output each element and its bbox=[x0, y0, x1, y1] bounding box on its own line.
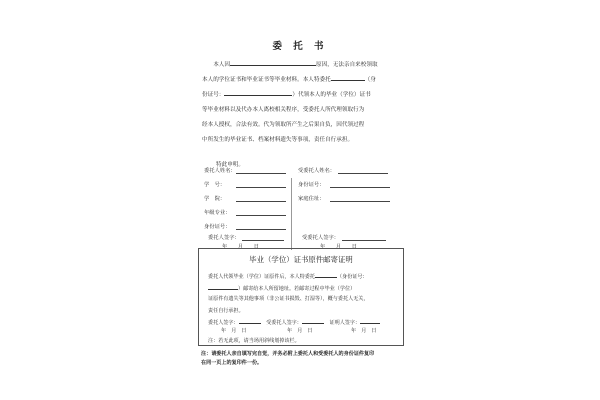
mailing-certificate-title: 毕业（学位）证书原件邮寄证明 bbox=[249, 255, 353, 264]
field-label-student-id: 学 号： bbox=[204, 182, 226, 188]
agent-id-line[interactable] bbox=[330, 187, 390, 188]
student-id-line[interactable] bbox=[236, 187, 286, 188]
box-line-4: 责任自行承担。 bbox=[208, 308, 244, 314]
grade-major-line[interactable] bbox=[236, 215, 286, 216]
box-line-1: 委托人代领毕业（学位）证原件后，本人特委托 （身份证号： bbox=[208, 271, 368, 280]
bottom-note bbox=[201, 350, 374, 368]
agent-address-line[interactable] bbox=[330, 201, 390, 202]
field-label-agent-address: 家庭住址： bbox=[298, 196, 325, 202]
mailing-certificate-box bbox=[198, 248, 404, 346]
box-signature-row: 委托人签字： 受委托人签字： 证明人签字： bbox=[208, 317, 380, 326]
box-date-2: 年 月 日 bbox=[287, 328, 313, 334]
field-label-client-id: 身份证号： bbox=[204, 224, 231, 230]
agent-signature-label: 受委托人签字： bbox=[302, 235, 340, 241]
agent-signature-line[interactable] bbox=[342, 240, 386, 241]
client-signature-label: 委托人签字： bbox=[208, 235, 240, 241]
bottom-note-line-2: 在同一页上的复印件一份。 bbox=[201, 360, 263, 366]
field-label-agent-id: 身份证号： bbox=[298, 182, 325, 188]
field-label-client-name: 委托人姓名： bbox=[204, 168, 236, 174]
college-line[interactable] bbox=[236, 201, 286, 202]
client-name-line[interactable] bbox=[236, 173, 286, 174]
authorization-paragraph: 本人因 原因，无法亲自来校领取 本人的学位证书和毕业证书等毕业材料。本人特委托 （身 份证号： ）代领本人的毕业（学位）证书 等毕业材料以及代办本人离校相关程序，受委托人所代理领取行为 经本人授权，合法有效。代为领取所产生之后果自负，因代领过程 中所发生的毕业证书、档案材料遗失等事项，责任自行承担。 bbox=[202, 58, 407, 148]
declaration-text: 特此申明。 bbox=[216, 162, 244, 168]
agent-name-line[interactable] bbox=[338, 173, 388, 174]
client-id-line[interactable] bbox=[236, 229, 286, 230]
page-title: 委 托 书 bbox=[272, 41, 328, 52]
column-divider bbox=[291, 178, 292, 250]
box-date-1: 年 月 日 bbox=[221, 328, 247, 334]
client-sign-date: 年 月 日 bbox=[222, 244, 260, 250]
field-label-agent-name: 受委托人姓名： bbox=[298, 168, 336, 174]
bottom-note-line-1: 注：请委托人亲自填写完自觉，并务必附上委托人和受委托人的身份证件复印 bbox=[201, 351, 375, 357]
box-line-2: ）邮寄给本人所留地址。若邮寄过程中毕业（学位） bbox=[208, 283, 355, 292]
box-line-3: 证原件有遗失等其他事项（非公证书损毁、打湿等），概与委托人无关， bbox=[208, 296, 369, 302]
box-footnote: 注：若无此项，请当场用斜线划掉该栏。 bbox=[208, 338, 300, 344]
client-signature-line[interactable] bbox=[242, 240, 284, 241]
agent-sign-date: 年 月 日 bbox=[320, 244, 358, 250]
field-label-college: 学 院： bbox=[204, 196, 226, 202]
field-label-grade-major: 年级专业： bbox=[204, 210, 231, 216]
box-date-3: 年 月 日 bbox=[351, 328, 377, 334]
